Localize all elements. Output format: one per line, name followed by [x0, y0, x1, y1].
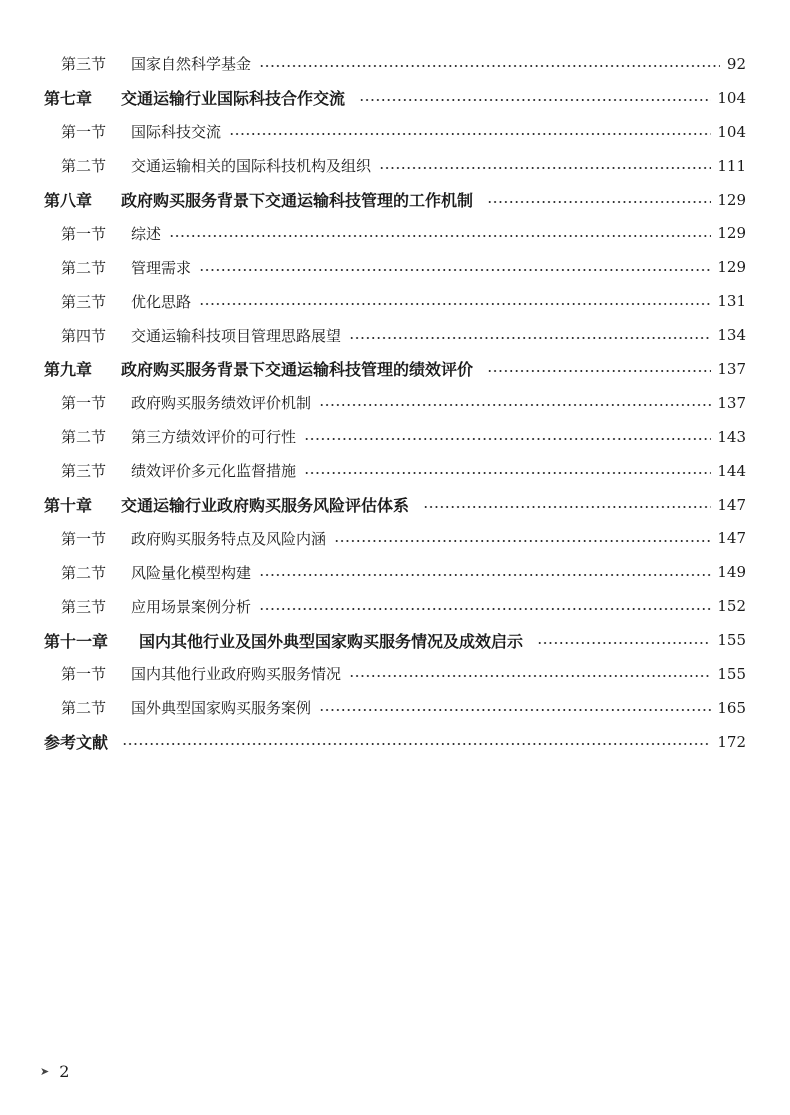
toc-entry[interactable] — [0, 318, 790, 352]
dot-leader — [122, 742, 711, 746]
page-number: 137 — [717, 393, 746, 412]
page-number: 143 — [717, 427, 746, 446]
toc-references[interactable] — [0, 725, 790, 759]
dot-leader — [349, 336, 711, 340]
toc-chapter[interactable] — [0, 352, 790, 386]
section-number: 第三节 — [61, 597, 107, 616]
page-number: 155 — [717, 664, 746, 683]
chapter-title: 政府购买服务背景下交通运输科技管理的绩效评价 — [121, 360, 474, 380]
dot-leader — [487, 369, 711, 373]
section-title: 国外典型国家购买服务案例 — [131, 699, 312, 718]
chapter-number: 第九章 — [44, 360, 93, 380]
chapter-number: 第十一章 — [44, 631, 109, 651]
section-number: 第一节 — [61, 529, 107, 548]
dot-leader — [359, 98, 711, 102]
section-number: 第四节 — [61, 326, 107, 345]
toc-entry[interactable] — [0, 284, 790, 318]
chapter-title: 政府购买服务背景下交通运输科技管理的工作机制 — [121, 191, 474, 210]
dot-leader — [304, 471, 711, 475]
section-number: 第二节 — [61, 563, 107, 582]
section-title: 管理需求 — [131, 258, 192, 277]
page-number: 152 — [717, 597, 746, 616]
toc-chapter[interactable] — [0, 183, 790, 217]
toc-entry[interactable] — [0, 420, 790, 454]
page-number: 104 — [717, 122, 746, 141]
section-title: 国内其他行业政府购买服务情况 — [131, 665, 342, 684]
section-number: 第一节 — [61, 394, 107, 413]
dot-leader — [319, 708, 711, 712]
toc-entry[interactable] — [0, 454, 790, 488]
dot-leader — [349, 674, 711, 678]
toc-entry[interactable] — [0, 216, 790, 250]
section-number: 第二节 — [61, 258, 107, 277]
page-number: 129 — [717, 224, 746, 243]
toc-chapter[interactable] — [0, 81, 790, 115]
section-title: 综述 — [131, 224, 162, 243]
toc-entry[interactable] — [0, 691, 790, 725]
section-title: 政府购买服务绩效评价机制 — [131, 394, 312, 413]
page-number: 92 — [726, 54, 746, 73]
page-number: 147 — [717, 529, 746, 548]
section-number: 第一节 — [61, 224, 107, 243]
toc-entry[interactable] — [0, 386, 790, 420]
page-number: 129 — [717, 190, 746, 209]
page-number: 137 — [717, 359, 746, 378]
dot-leader — [379, 166, 711, 170]
page-number: 144 — [717, 461, 746, 480]
chapter-number: 第七章 — [44, 89, 93, 109]
section-title: 政府购买服务特点及风险内涵 — [131, 529, 327, 548]
section-title: 国际科技交流 — [131, 123, 222, 142]
page-number: 155 — [717, 631, 746, 650]
chapter-title: 国内其他行业及国外典型国家购买服务情况及成效启示 — [139, 631, 524, 651]
page-footer — [40, 1062, 69, 1081]
toc-entry[interactable] — [0, 149, 790, 183]
dot-leader — [487, 200, 711, 204]
page-number: 165 — [717, 698, 746, 717]
dot-leader — [229, 132, 711, 136]
toc-entry[interactable] — [0, 555, 790, 589]
footer-page-number: 2 — [59, 1062, 70, 1081]
page-number: 172 — [717, 732, 746, 751]
dot-leader — [199, 302, 711, 306]
references-title: 参考文献 — [44, 733, 109, 753]
section-number: 第一节 — [61, 665, 107, 684]
page-number: 129 — [717, 258, 746, 277]
page-number: 104 — [717, 88, 746, 107]
section-number: 第三节 — [61, 292, 107, 311]
dot-leader — [199, 268, 711, 272]
section-title: 风险量化模型构建 — [131, 563, 252, 582]
toc-chapter[interactable] — [0, 488, 790, 522]
page-number: 111 — [717, 156, 746, 175]
chapter-title: 交通运输行业国际科技合作交流 — [121, 89, 346, 109]
section-title: 交通运输科技项目管理思路展望 — [131, 326, 342, 345]
section-number: 第二节 — [61, 699, 107, 718]
section-title: 优化思路 — [131, 292, 192, 311]
page-number: 134 — [717, 326, 746, 345]
section-number: 第二节 — [61, 157, 107, 176]
dot-leader — [304, 437, 711, 441]
toc-entry[interactable] — [0, 589, 790, 623]
toc-entry[interactable] — [0, 657, 790, 691]
section-title: 绩效评价多元化监督措施 — [131, 462, 297, 481]
dot-leader — [259, 64, 720, 68]
dot-leader — [259, 573, 711, 577]
arrow-right-icon: ➤ — [40, 1065, 50, 1078]
dot-leader — [423, 505, 711, 509]
section-number: 第二节 — [61, 428, 107, 447]
toc-entry[interactable] — [0, 47, 790, 81]
section-title: 国家自然科学基金 — [131, 55, 252, 74]
page-number: 147 — [717, 495, 746, 514]
section-number: 第一节 — [61, 123, 107, 142]
section-number: 第三节 — [61, 462, 107, 481]
dot-leader — [169, 234, 711, 238]
chapter-number: 第十章 — [44, 496, 93, 516]
toc-chapter[interactable] — [0, 623, 790, 657]
toc-entry[interactable] — [0, 250, 790, 284]
toc-entry[interactable] — [0, 115, 790, 149]
dot-leader — [319, 403, 711, 407]
section-number: 第三节 — [61, 55, 107, 74]
page-number: 149 — [717, 563, 746, 582]
dot-leader — [334, 539, 711, 543]
section-title: 第三方绩效评价的可行性 — [131, 428, 297, 447]
section-title: 应用场景案例分析 — [131, 597, 252, 616]
section-title: 交通运输相关的国际科技机构及组织 — [131, 157, 372, 176]
table-of-contents — [0, 47, 790, 759]
chapter-title: 交通运输行业政府购买服务风险评估体系 — [121, 496, 410, 516]
dot-leader — [259, 607, 711, 611]
chapter-number: 第八章 — [44, 191, 93, 210]
dot-leader — [537, 641, 711, 645]
page-number: 131 — [717, 292, 746, 311]
toc-entry[interactable] — [0, 521, 790, 555]
